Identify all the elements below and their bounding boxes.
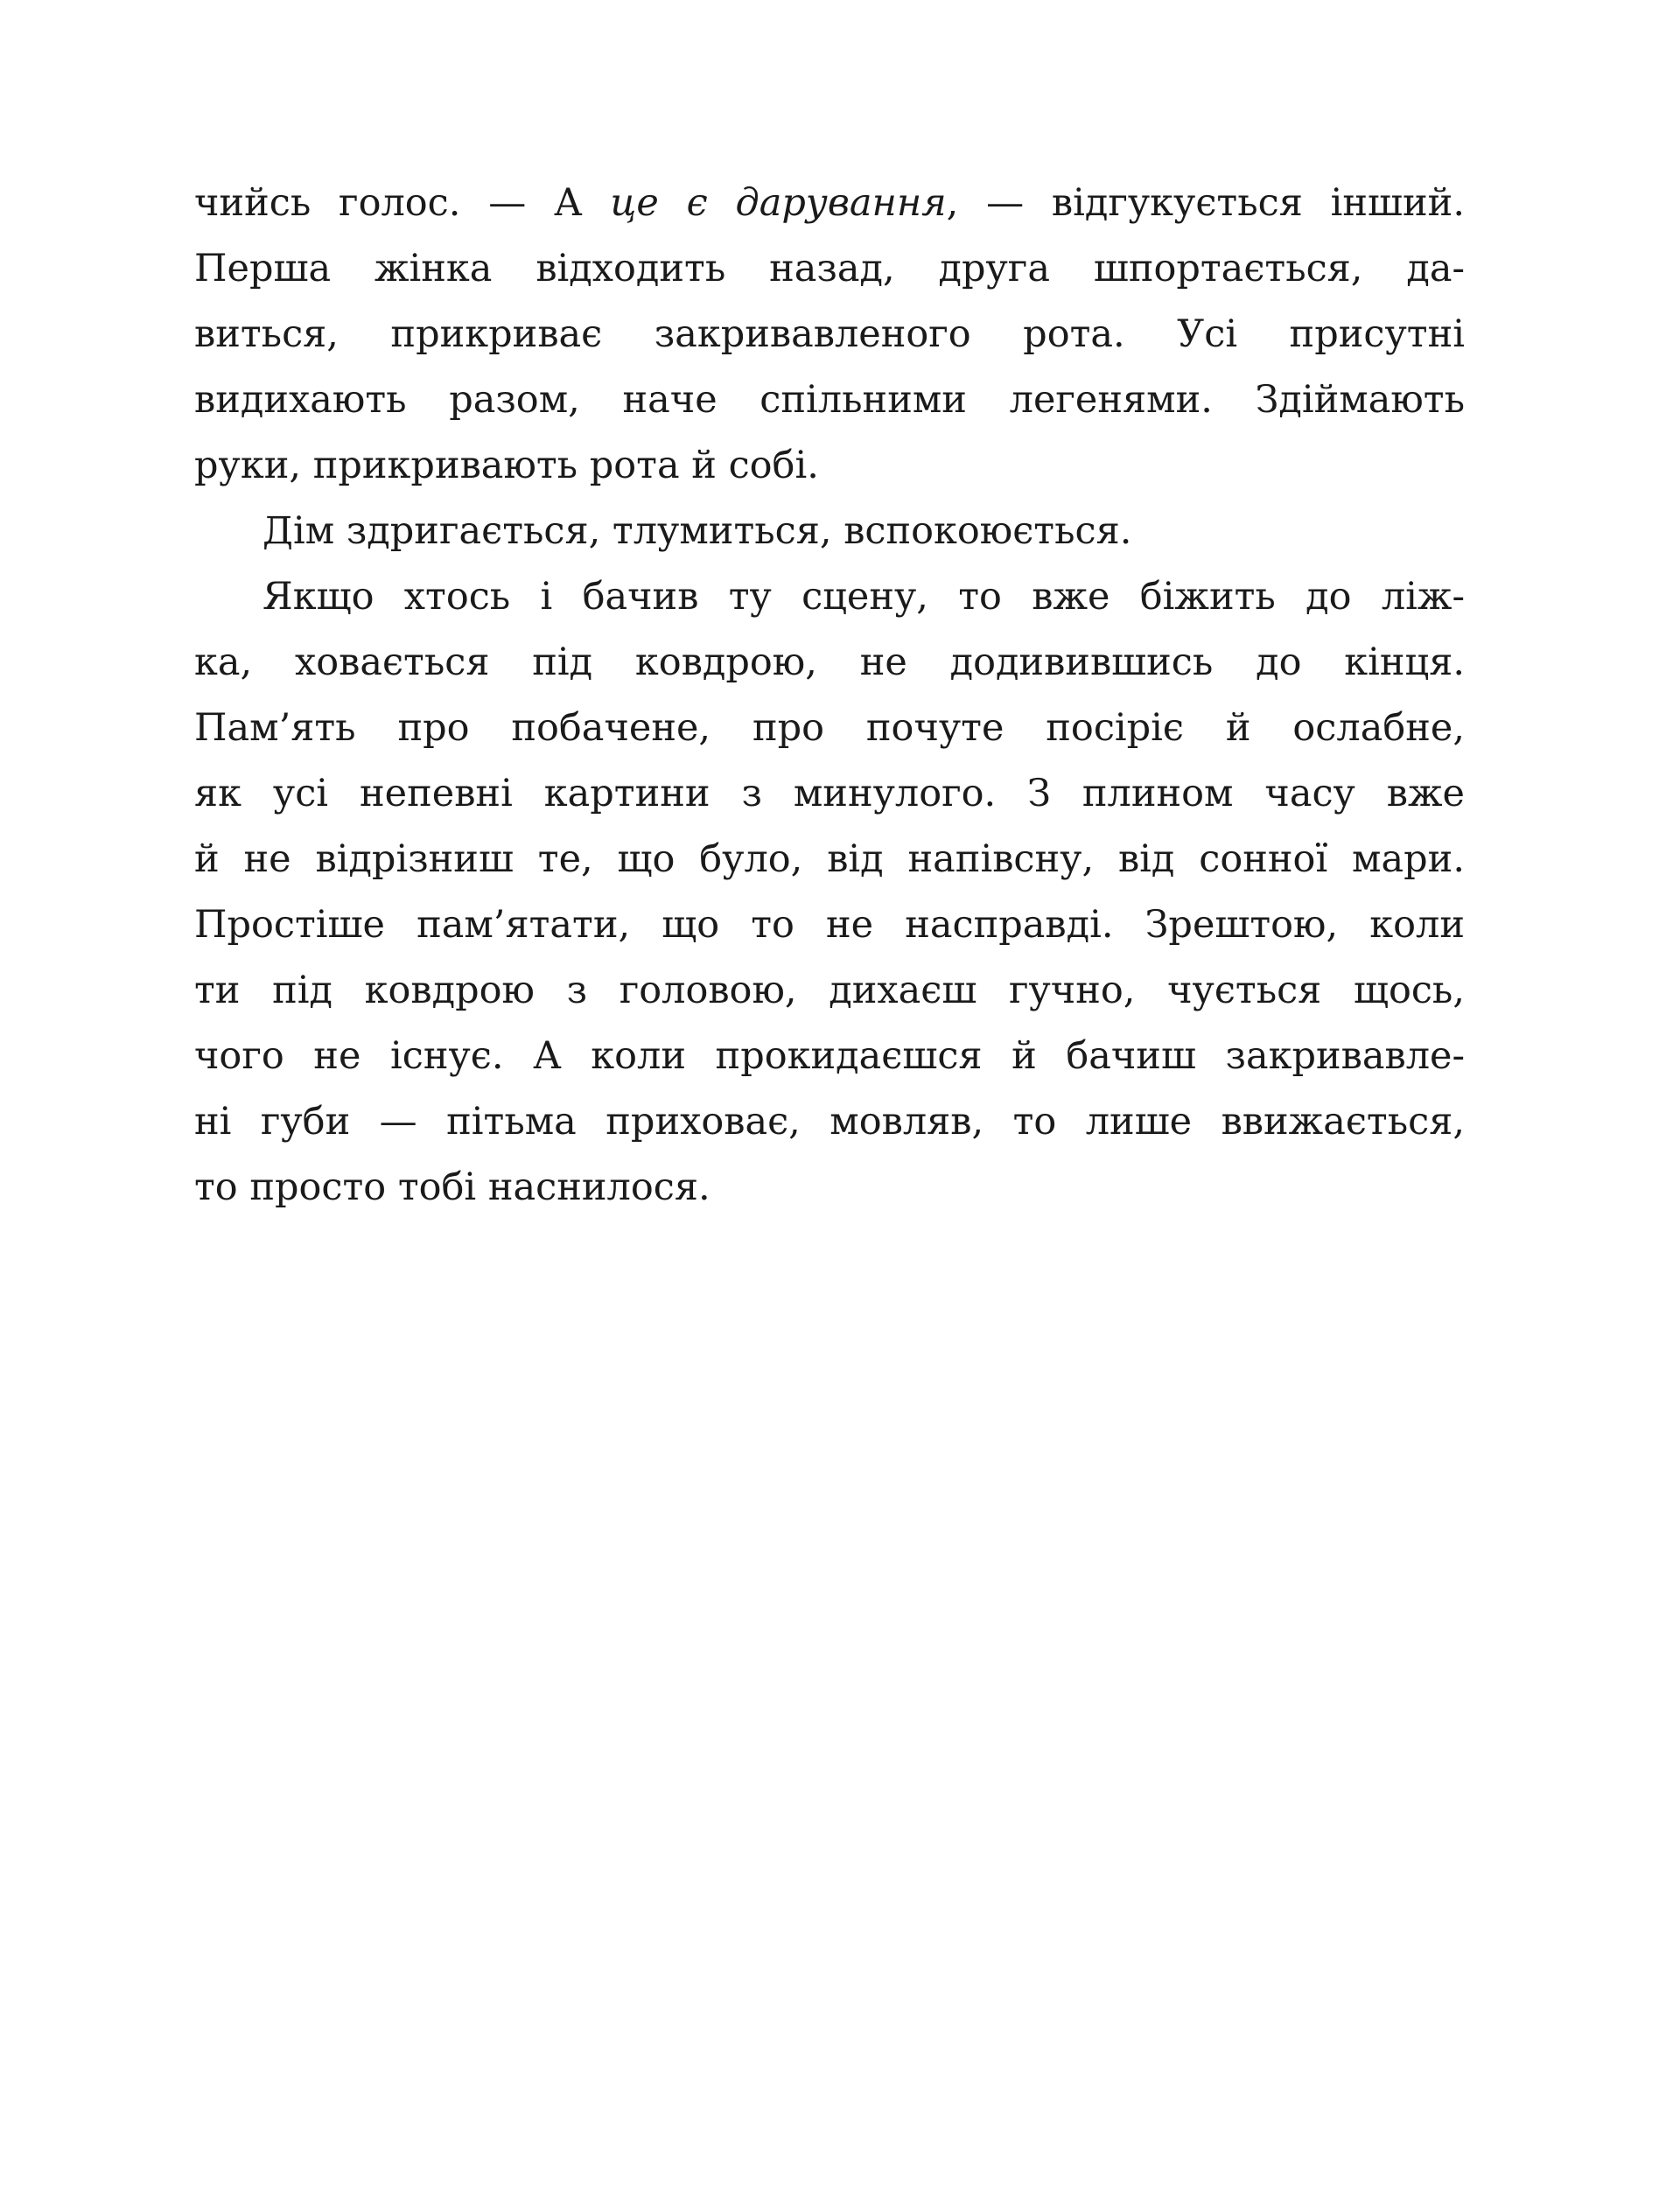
text-line-14: чого не існує. А коли прокидаєшся й бачиш закривавле- bbox=[194, 1034, 1465, 1078]
text-line-1-end: , — відгукується інший. bbox=[946, 181, 1465, 225]
text-line-15: ні губи — пітьма приховає, мовляв, то лише ввижається, bbox=[194, 1100, 1465, 1144]
text-line-10: як усі непевні картини з минулого. З плином часу вже bbox=[194, 772, 1465, 815]
text-line-16: то просто тобі наснилося. bbox=[194, 1165, 710, 1209]
text-line-7: Якщо хтось і бачив ту сцену, то вже біжить до ліж- bbox=[262, 575, 1465, 619]
text-line-1-start: чийсь голос. — А bbox=[194, 181, 611, 225]
italic-phrase: це є дарування bbox=[610, 181, 947, 225]
text-line-3: виться, прикриває закривавленого рота. Усі присутні bbox=[194, 312, 1465, 356]
text-line-4: видихають разом, наче спільними легенями. Здіймають bbox=[194, 378, 1465, 422]
text-line-1 bbox=[194, 171, 1465, 236]
text-line-13: ти під ковдрою з головою, дихаєш гучно, чується щось, bbox=[194, 969, 1465, 1012]
text-line-9: Пам’ять про побачене, про почуте посіріє й ослабне, bbox=[194, 706, 1465, 750]
text-line-8: ка, ховається під ковдрою, не додивившись до кінця. bbox=[194, 640, 1465, 684]
text-line-5: руки, прикривають рота й собі. bbox=[194, 444, 819, 487]
text-line-12: Простіше пам’ятати, що то не насправді. Зрештою, коли bbox=[194, 903, 1465, 947]
text-line-11: й не відрізниш те, що було, від напівсну, від сонної мари. bbox=[194, 837, 1465, 881]
text-line-2: Перша жінка відходить назад, друга шпортається, да- bbox=[194, 247, 1465, 290]
body-text bbox=[194, 171, 1465, 1221]
text-line-6: Дім здригається, тлумиться, вспокоюється. bbox=[262, 509, 1132, 553]
